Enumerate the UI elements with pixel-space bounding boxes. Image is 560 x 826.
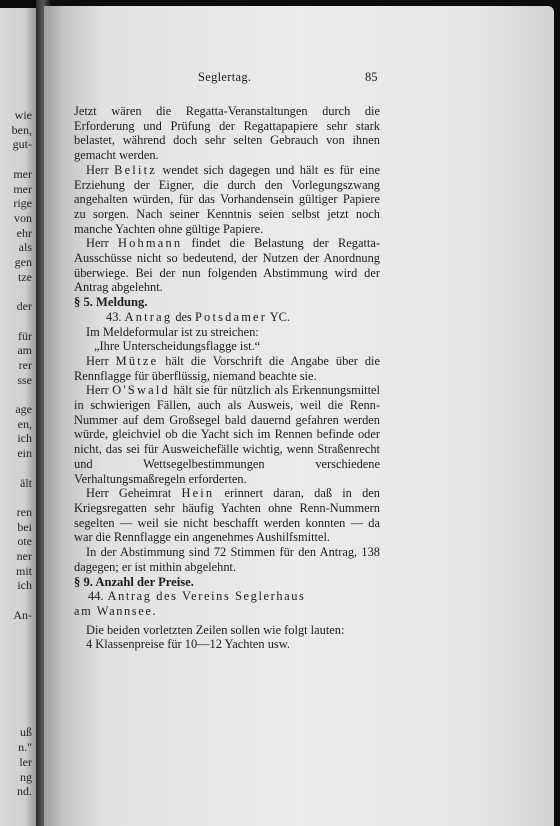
motion-number: 44. <box>88 589 104 604</box>
motion-of: des <box>175 309 192 324</box>
paragraph: Jetzt wären die Regatta-Veranstaltungen durch die Erforderung und Prüfung der Regattapapiere sehr stark belastet, während doch sehr selten Gebrauch von ihnen gemacht werden. <box>74 104 380 163</box>
left-page-fragment: mer <box>13 181 32 196</box>
paragraph: 4 Klassenpreise für 10—12 Yachten usw. <box>86 637 290 652</box>
left-page-fragment: für <box>18 328 32 343</box>
speaker-title: Herr Geheimrat <box>86 486 172 501</box>
paragraph-text: hält sie für nützlich als Erkennungsmittel in schwierigen Fällen, auch als Ausweis, weil die Renn-Nummer auf dem Großsegel bald dauernd gefahren werden würde, gleichviel ob die Yacht sich im Rennen befinde oder nicht, das sei für Ausweichefälle wichtig, wenn Straßenrecht und Wettsegelbestimmungen verschiedene Verhaltungsmaßregeln erforderten. <box>74 383 380 486</box>
left-page-fragment: mer <box>13 166 32 181</box>
paragraph: Die beiden vorletzten Zeilen sollen wie folgt lauten: <box>86 622 345 637</box>
motion-club: Potsdamer <box>194 309 268 324</box>
running-header <box>0 70 560 86</box>
speaker-name: Belitz <box>114 162 157 177</box>
paragraph: Im Meldeformular ist zu streichen: <box>86 324 259 339</box>
left-page-fragment: rer <box>18 357 32 372</box>
paragraph <box>74 236 380 295</box>
paragraph-text: erinnert daran, daß in den Kriegsregatten sehr häufig Yachten ohne Renn-Nummern segelten — weil sie nicht beschafft werden konnten — da war die Rennflagge ein angenehmes Aushilfsmittel. <box>74 486 380 545</box>
left-page-fragment: ich <box>17 578 32 593</box>
left-page-fragment: en, <box>17 416 32 431</box>
speaker-name: Hohmann <box>117 236 183 251</box>
quoted-line: „Ihre Unterscheidungsflagge ist.“ <box>94 339 261 354</box>
paragraph-text: wendet sich dagegen und hält es für eine Erziehung der Eigner, die durch den Vorlegungszwang angehalten würden, für das Vorhandensein gültiger Papiere zu sorgen. Nach seiner Kenntnis seien selbst jetzt noch manche Yachten ohne gültige Papiere. <box>74 162 380 236</box>
motion-club-abbr: YC. <box>269 309 291 324</box>
left-page-fragment: nd. <box>17 784 32 799</box>
speaker-name: Hein <box>181 486 215 501</box>
left-page-fragment: tze <box>18 269 32 284</box>
left-page-fragment: mit <box>15 563 32 578</box>
page-number: 85 <box>365 70 378 84</box>
left-page-fragment: ben, <box>11 122 32 137</box>
left-page-fragment: gen <box>14 255 32 269</box>
left-page-fragment: uß <box>20 725 32 740</box>
paragraph <box>74 354 380 383</box>
left-page-fragment: sse <box>17 372 32 387</box>
section-heading: § 5. Meldung. <box>74 295 148 310</box>
motion-number: 43. <box>106 309 122 324</box>
left-page-fragment: ng <box>20 769 32 784</box>
running-title: Seglertag. <box>198 70 252 84</box>
left-page-fragment: bei <box>17 519 32 534</box>
left-page-fragment: ehr <box>16 225 32 240</box>
motion-word: Antrag <box>124 309 173 324</box>
speaker-title: Herr <box>86 236 109 251</box>
paragraph <box>74 383 380 486</box>
left-page-fragment: An- <box>13 607 32 622</box>
motion-heading <box>74 589 380 604</box>
left-page-fragment: als <box>18 240 32 255</box>
left-page-fragment: der <box>16 299 32 314</box>
page-body <box>74 104 380 652</box>
paragraph <box>74 486 380 545</box>
left-page-fragment: ält <box>20 475 32 490</box>
motion-title-line: Antrag des Vereins Seglerhaus <box>107 589 306 604</box>
speaker-title: Herr <box>86 353 109 368</box>
motion-heading-line2: am Wannsee. <box>74 603 158 618</box>
left-page-fragment: n." <box>18 740 32 755</box>
left-page-fragment: ner <box>16 549 32 563</box>
left-page-fragment: wie <box>14 108 32 122</box>
motion-heading <box>74 310 380 325</box>
speaker-name: O'Swald <box>112 383 170 398</box>
paragraph <box>74 163 380 237</box>
left-page-fragment: ote <box>17 534 32 549</box>
paragraph: In der Abstimmung sind 72 Stimmen für den Antrag, 138 dagegen; er ist mithin abgelehnt. <box>74 545 380 574</box>
left-page-fragment: gut- <box>12 137 32 152</box>
paragraph-text: hält die Vorschrift die Angabe über die Rennflagge für überflüssig, niemand beachte sie. <box>74 353 380 383</box>
left-page-fragment: ren <box>16 504 32 519</box>
left-page-fragment: von <box>14 210 32 225</box>
left-page-fragment: rige <box>13 196 32 211</box>
speaker-title: Herr <box>86 383 109 398</box>
left-page-fragment: ein <box>17 446 32 461</box>
left-page-fragment: ler <box>19 754 32 769</box>
left-page-fragment: ich <box>17 431 32 446</box>
speaker-title: Herr <box>86 162 109 177</box>
section-heading: § 9. Anzahl der Preise. <box>74 574 194 589</box>
left-page-fragment: am <box>17 343 32 358</box>
left-page-fragment: age <box>15 402 32 416</box>
paragraph-text: findet die Belastung der Regatta-Ausschüsse nicht so bedeutend, der Nutzen der Anordnung überwiege. Bei der nun folgenden Abstimmung wird der Antrag abgelehnt. <box>74 236 381 295</box>
speaker-name: Mütze <box>115 353 159 368</box>
